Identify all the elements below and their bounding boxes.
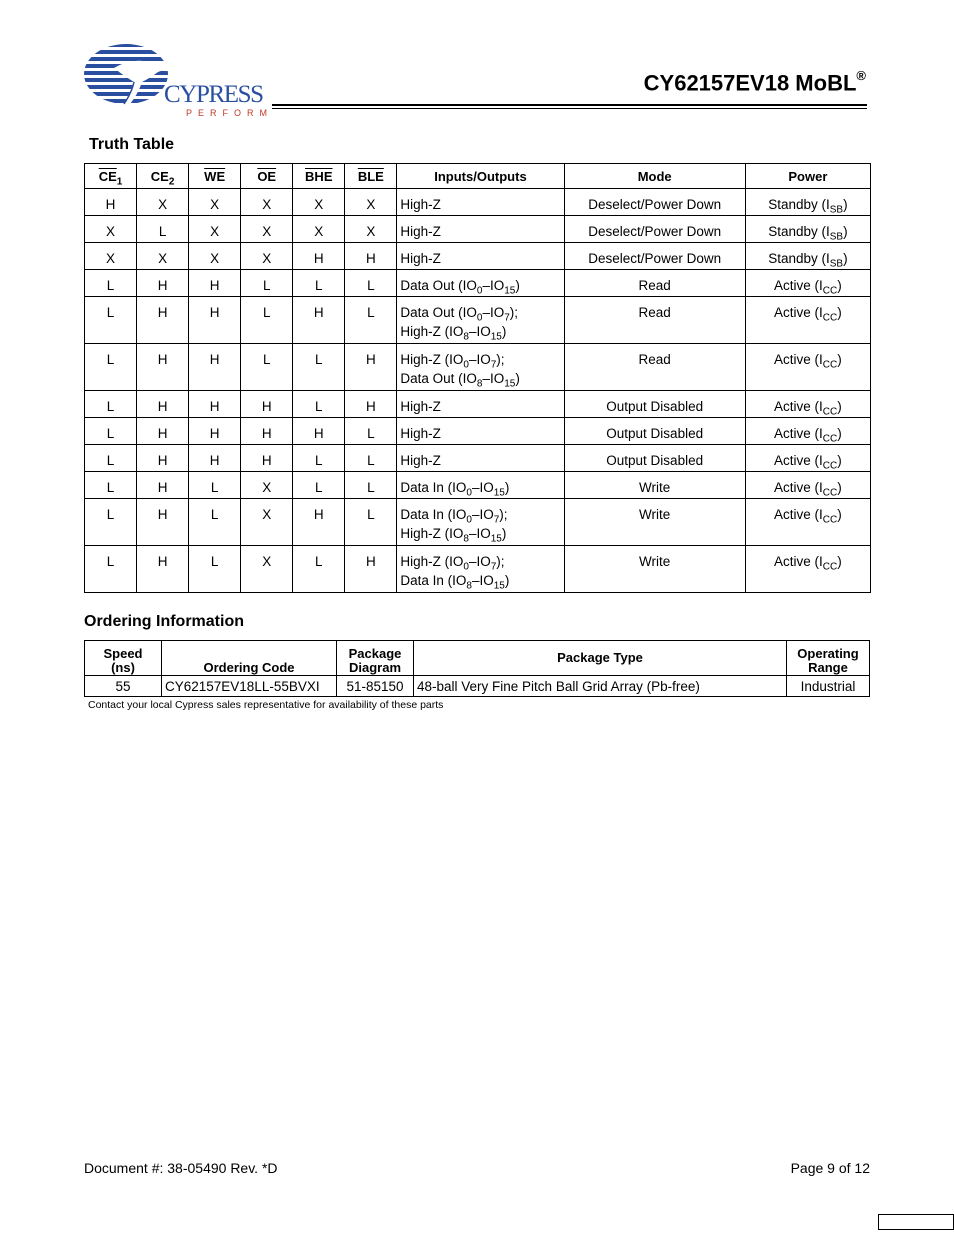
cell-ce2: L (137, 216, 189, 243)
cell-mode: Write (564, 472, 745, 499)
ordering-note: Contact your local Cypress sales representative for availability of these parts (88, 699, 444, 711)
cell-io: High-Z $(IO_0-IO_7)$; Data Out $(IO_8-IO_{15})$ (397, 344, 564, 391)
cell-bhe: L (293, 391, 345, 418)
cell-bhe: L (293, 472, 345, 499)
table-row (85, 445, 871, 472)
truth-table-header (85, 164, 871, 189)
cell-bhe: L (293, 344, 345, 391)
cell-we: H (189, 418, 241, 445)
table-row (85, 418, 871, 445)
col-mode: Mode (564, 164, 745, 189)
cell-io: High-Z (397, 391, 564, 418)
cell-ce2: H (137, 546, 189, 593)
cell-ce2: H (137, 472, 189, 499)
cell-io: High-Z (397, 243, 564, 270)
truth-table (84, 163, 871, 593)
cell-oe: H (241, 391, 293, 418)
table-row (85, 270, 871, 297)
cell-mode: Write (564, 546, 745, 593)
cell-diagram: 51-85150 (337, 676, 414, 697)
col-power: Power (745, 164, 870, 189)
cell-ce1: H (85, 189, 137, 216)
cell-code: CY62157EV18LL-55BVXI (162, 676, 337, 697)
cell-ce2: H (137, 270, 189, 297)
cell-mode: Output Disabled (564, 418, 745, 445)
document-title: CY62157EV18 MoBL® (643, 68, 866, 96)
cell-ce2: H (137, 344, 189, 391)
cell-io: High-Z (397, 216, 564, 243)
cell-ce1: L (85, 445, 137, 472)
cypress-logo (84, 42, 274, 118)
cell-ble: L (345, 472, 397, 499)
cell-oe: X (241, 499, 293, 546)
cell-bhe: H (293, 418, 345, 445)
ordering-title: Ordering Information (84, 613, 244, 630)
cell-bhe: L (293, 445, 345, 472)
cell-ble: L (345, 297, 397, 344)
table-row (85, 391, 871, 418)
registered-mark: ® (856, 68, 866, 83)
cell-bhe: L (293, 270, 345, 297)
col-ordering-code: Ordering Code (162, 641, 337, 676)
cell-io: Data In $(IO_0-IO_7)$; High-Z $(IO_8-IO_{15})$ (397, 499, 564, 546)
ordering-table (84, 640, 870, 697)
document-number: Document #: 38-05490 Rev. *D (84, 1160, 278, 1176)
cell-mode: Write (564, 499, 745, 546)
cell-oe: L (241, 344, 293, 391)
cell-bhe: H (293, 499, 345, 546)
truth-table-title: Truth Table (89, 136, 175, 153)
cell-speed: 55 (85, 676, 162, 697)
cell-ble: L (345, 499, 397, 546)
cell-mode: Output Disabled (564, 391, 745, 418)
cell-ce1: X (85, 216, 137, 243)
cell-ble: X (345, 189, 397, 216)
cell-io: High-Z $(IO_0-IO_7)$; Data In $(IO_8-IO_{15})$ (397, 546, 564, 593)
cell-ce1: X (85, 243, 137, 270)
col-ble: $\overline{BLE}$ (345, 164, 397, 189)
cell-ble: X (345, 216, 397, 243)
cell-mode: Deselect/Power Down (564, 189, 745, 216)
col-inputs-outputs: Inputs/Outputs (397, 164, 564, 189)
col-speed: Speed (ns) (85, 641, 162, 676)
cell-ble: H (345, 243, 397, 270)
cell-we: L (189, 499, 241, 546)
cell-io: Data Out $(IO_0-IO_7)$; High-Z $(IO_8-IO_{15})$ (397, 297, 564, 344)
cell-range: Industrial (787, 676, 870, 697)
cell-ce1: L (85, 418, 137, 445)
cell-mode: Output Disabled (564, 445, 745, 472)
table-row (85, 676, 870, 697)
ordering-table-header (85, 641, 870, 676)
cell-mode: Read (564, 297, 745, 344)
cell-oe: X (241, 216, 293, 243)
cell-we: L (189, 472, 241, 499)
cell-ce2: H (137, 418, 189, 445)
cell-ce1: L (85, 297, 137, 344)
cell-ce2: X (137, 243, 189, 270)
cell-type: 48-ball Very Fine Pitch Ball Grid Array (Pb-free) (414, 676, 787, 697)
cell-oe: H (241, 418, 293, 445)
cell-oe: H (241, 445, 293, 472)
cell-io: Data Out $(IO_0-IO_{15})$ (397, 270, 564, 297)
cell-oe: X (241, 546, 293, 593)
cell-ble: H (345, 391, 397, 418)
cell-ble: L (345, 418, 397, 445)
cell-ble: L (345, 270, 397, 297)
cell-power: Active $(I_{CC})$ (745, 418, 870, 445)
cell-ce1: L (85, 344, 137, 391)
logo-tagline: PERFORM (186, 108, 273, 118)
cell-ce2: H (137, 391, 189, 418)
cell-we: X (189, 216, 241, 243)
cell-power: Active $(I_{CC})$ (745, 546, 870, 593)
col-operating-range: Operating Range (787, 641, 870, 676)
cell-power: Active $(I_{CC})$ (745, 472, 870, 499)
table-row (85, 546, 871, 593)
cell-bhe: X (293, 216, 345, 243)
cell-power: Active $(I_{CC})$ (745, 445, 870, 472)
col-package-diagram: Package Diagram (337, 641, 414, 676)
cell-power: Active $(I_{CC})$ (745, 499, 870, 546)
cell-io: High-Z (397, 418, 564, 445)
table-row (85, 297, 871, 344)
cell-ce2: H (137, 297, 189, 344)
cell-power: Active $(I_{CC})$ (745, 344, 870, 391)
cell-io: High-Z (397, 445, 564, 472)
cell-oe: X (241, 243, 293, 270)
col-we: $\overline{WE}$ (189, 164, 241, 189)
table-row (85, 499, 871, 546)
page-number: Page 9 of 12 (790, 1160, 870, 1176)
cell-ce1: L (85, 270, 137, 297)
cell-mode: Deselect/Power Down (564, 216, 745, 243)
cell-power: Standby $(I_{SB})$ (745, 243, 870, 270)
cell-mode: Read (564, 344, 745, 391)
col-ce1: $\overline{CE}_1$ (85, 164, 137, 189)
cell-ce1: L (85, 546, 137, 593)
table-row (85, 216, 871, 243)
cell-oe: X (241, 472, 293, 499)
cell-bhe: H (293, 297, 345, 344)
cell-we: H (189, 445, 241, 472)
table-row (85, 243, 871, 270)
logo-wordmark: CYPRESS (164, 81, 264, 108)
cell-we: X (189, 189, 241, 216)
table-row (85, 472, 871, 499)
cell-power: Active $(I_{CC})$ (745, 270, 870, 297)
cell-we: L (189, 546, 241, 593)
cell-we: H (189, 344, 241, 391)
cell-we: X (189, 243, 241, 270)
cell-ce2: H (137, 499, 189, 546)
cell-power: Standby $(I_{SB})$ (745, 216, 870, 243)
cell-we: H (189, 270, 241, 297)
cell-oe: X (241, 189, 293, 216)
cell-we: H (189, 297, 241, 344)
cell-bhe: X (293, 189, 345, 216)
cell-ble: H (345, 344, 397, 391)
cell-io: High-Z (397, 189, 564, 216)
cell-ble: H (345, 546, 397, 593)
cell-oe: L (241, 270, 293, 297)
cell-power: Active $(I_{CC})$ (745, 391, 870, 418)
corner-box (878, 1214, 954, 1230)
col-ce2: $CE_2$ (137, 164, 189, 189)
cell-we: H (189, 391, 241, 418)
col-bhe: $\overline{BHE}$ (293, 164, 345, 189)
cell-ce2: H (137, 445, 189, 472)
cell-ce1: L (85, 472, 137, 499)
cell-power: Active $(I_{CC})$ (745, 297, 870, 344)
cell-power: Standby $(I_{SB})$ (745, 189, 870, 216)
cell-ce2: X (137, 189, 189, 216)
cell-oe: L (241, 297, 293, 344)
cell-bhe: L (293, 546, 345, 593)
cell-bhe: H (293, 243, 345, 270)
col-oe: $\overline{OE}$ (241, 164, 293, 189)
cell-mode: Deselect/Power Down (564, 243, 745, 270)
cell-io: Data In $(IO_0-IO_{15})$ (397, 472, 564, 499)
cell-ce1: L (85, 499, 137, 546)
cell-ce1: L (85, 391, 137, 418)
cell-mode: Read (564, 270, 745, 297)
header-rule (272, 104, 867, 109)
table-row (85, 189, 871, 216)
table-row (85, 344, 871, 391)
col-package-type: Package Type (414, 641, 787, 676)
cell-ble: L (345, 445, 397, 472)
